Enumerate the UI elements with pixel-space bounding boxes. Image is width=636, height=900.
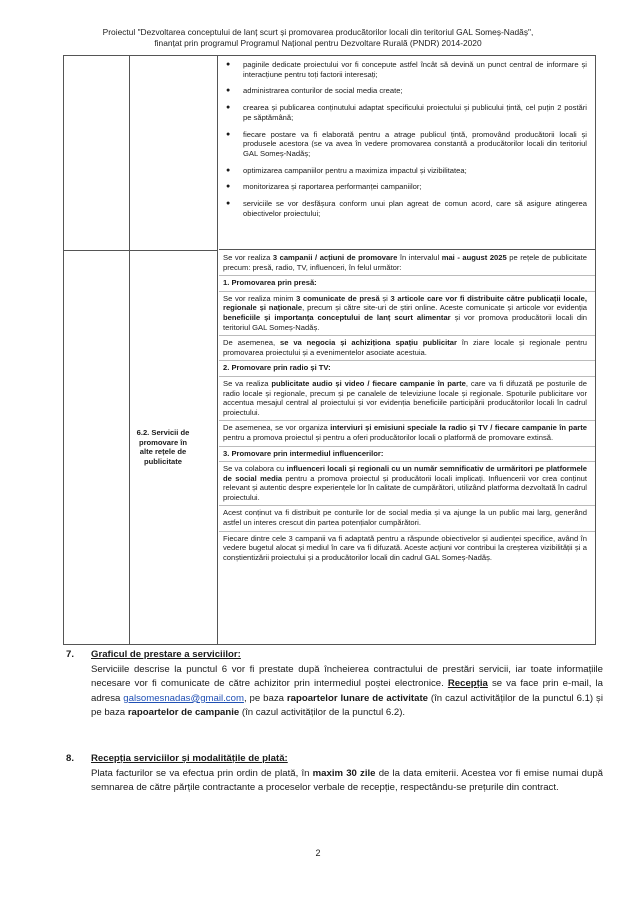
section-title: Recepția serviciilor și modalitățile de plată: bbox=[91, 753, 288, 764]
page-number: 2 bbox=[315, 848, 321, 858]
influencers-paragraph: Se va colabora cu influenceri locali și regionali cu un număr semnificativ de urmăritori pe platformele de social media pentru a promova proiectul și producătorii locali implicați. Influencerii vor crea conținut relevant și autentic despre experiențele lor în calitate de cumpărători, utilizând platforma dezvoltată în cadrul proiectului. bbox=[219, 462, 595, 506]
section-number: 8. bbox=[66, 753, 75, 764]
list-item: ● paginile dedicate proiectului vor fi concepute astfel încât să devină un punct central de informare și interacțiune pentru toți factorii interesați; bbox=[226, 60, 587, 79]
header-line-1: Proiectul "Dezvoltarea conceptului de lanț scurt și promovarea producătorilor locali din teritoriul GAL Someș-Nadăș", bbox=[102, 27, 534, 37]
page-header bbox=[40, 27, 596, 49]
list-item: ● optimizarea campaniilor pentru a maximiza impactul și vizibilitatea; bbox=[226, 165, 467, 175]
promotion-details-cell bbox=[219, 251, 595, 565]
list-item: ● serviciile se vor desfășura conform unui plan agreat de comun acord, care să asigure atingerea obiectivelor proiectului; bbox=[226, 199, 587, 218]
list-item: ● fiecare postare va fi elaborată pentru a atrage publicul țintă, promovând producătorii locali și produsele acestora (se va avea în vedere promovarea constantă a producătorilor locali din teritoriul GAL Someș-Nadăș; bbox=[226, 129, 587, 158]
section-number: 7. bbox=[66, 649, 75, 660]
list-item: ● crearea și publicarea conținutului adaptat specificului proiectului și publicului țintă, cel puțin 2 postări pe săptămână; bbox=[226, 103, 587, 122]
content-distribution-paragraph: Acest conținut va fi distribuit pe conturile lor de social media și va ajunge la un public mai larg, generând astfel un interes crescut din partea potențialor cumpărători. bbox=[219, 506, 595, 531]
section-body: Plata facturilor se va efectua prin ordin de plată, în maxim 30 zile de la data emiterii. Acestea vor fi emise numai după semnarea de către părțile contractante a proceselor verbale de recepție, respectându-se prețurile din contract. bbox=[91, 767, 603, 794]
section-body: Serviciile descrise la punctul 6 vor fi prestate după încheierea contractului de prestări servicii, iar toate informațiile necesare vor fi comunicate de către achizitor prin intermediul poștei electronice. Recepția se va face prin e-mail, la adresa galsomesnadas@gmail.com, pe baza rapoartelor lunare de activitate (în cazul activităților de la punctul 6.1) și pe baza rapoartelor de campanie (în cazul activităților de la punctul 6.2). bbox=[91, 663, 603, 719]
email-link[interactable]: galsomesnadas@gmail.com bbox=[123, 692, 244, 704]
list-item: ● administrarea conturilor de social media create; bbox=[226, 86, 403, 96]
table-column-label bbox=[130, 56, 218, 644]
campaigns-intro: Se vor realiza 3 campanii / acțiuni de promovare în intervalul mai - august 2025 pe rețele de publicitate precum: presă, radio, TV, influenceri, în felul următor: bbox=[219, 251, 595, 276]
table-column-index bbox=[64, 56, 130, 644]
social-media-bullets-cell bbox=[219, 56, 595, 250]
radio-tv-paragraph: Se va realiza publicitate audio și video / fiecare campanie în parte, care va fi difuzată pe posturile de radio locale și regionale, precum și pe canalele de televiziune locale și regionale. Spoturile publicitare vor accentua mesajul central al proiectului și vor evidenția beneficiile participării producătorilor locali în cadrul proiectului. bbox=[219, 377, 595, 421]
advertising-space-paragraph: De asemenea, se va negocia și achiziționa spațiu publicitar în ziare locale și regionale pentru promovarea proiectului și a evenimentelor asociate acestuia. bbox=[219, 336, 595, 361]
header-line-2: finanțat prin programul Programul Național pentru Dezvoltare Rurală (PNDR) 2014-2020 bbox=[154, 38, 482, 48]
list-item: ● monitorizarea și raportarea performanței campaniilor; bbox=[226, 182, 422, 192]
press-paragraph: Se vor realiza minim 3 comunicate de presă și 3 articole care vor fi distribuite către publicații locale, regionale și naționale, precum și către site-uri de știri online. Aceste comunicate și articole vor evidenția beneficiile și importanța conceptului de lanț scurt alimentar și vor promova producătorii locali din teritoriul GAL Someș-Nadăș. bbox=[219, 292, 595, 336]
interviews-paragraph: De asemenea, se vor organiza interviuri și emisiuni speciale la radio și TV / fiecare campanie în parte pentru a promova proiectul și pentru a oferi producătorilor locali o platformă de promovare extinsă. bbox=[219, 421, 595, 446]
section-title: Graficul de prestare a serviciilor: bbox=[91, 649, 241, 660]
services-table bbox=[63, 55, 596, 645]
press-heading: 1. Promovarea prin presă: bbox=[219, 276, 595, 292]
influencers-heading: 3. Promovare prin intermediul influencerilor: bbox=[219, 447, 595, 463]
campaigns-summary-paragraph: Fiecare dintre cele 3 campanii va fi adaptată pentru a răspunde obiectivelor și audienței specifice, având în vedere bugetul alocat și mediul în care va fi difuzată. Aceste acțiuni vor contribui la creșterea vizibilității și a conștientizării proiectului și a producătorilor locali din cadrul GAL Someș-Nadăș. bbox=[223, 533, 587, 562]
radio-tv-heading: 2. Promovare prin radio și TV: bbox=[219, 361, 595, 377]
row-label-6-2: 6.2. Servicii de promovare în alte rețele de publicitate bbox=[136, 428, 190, 466]
